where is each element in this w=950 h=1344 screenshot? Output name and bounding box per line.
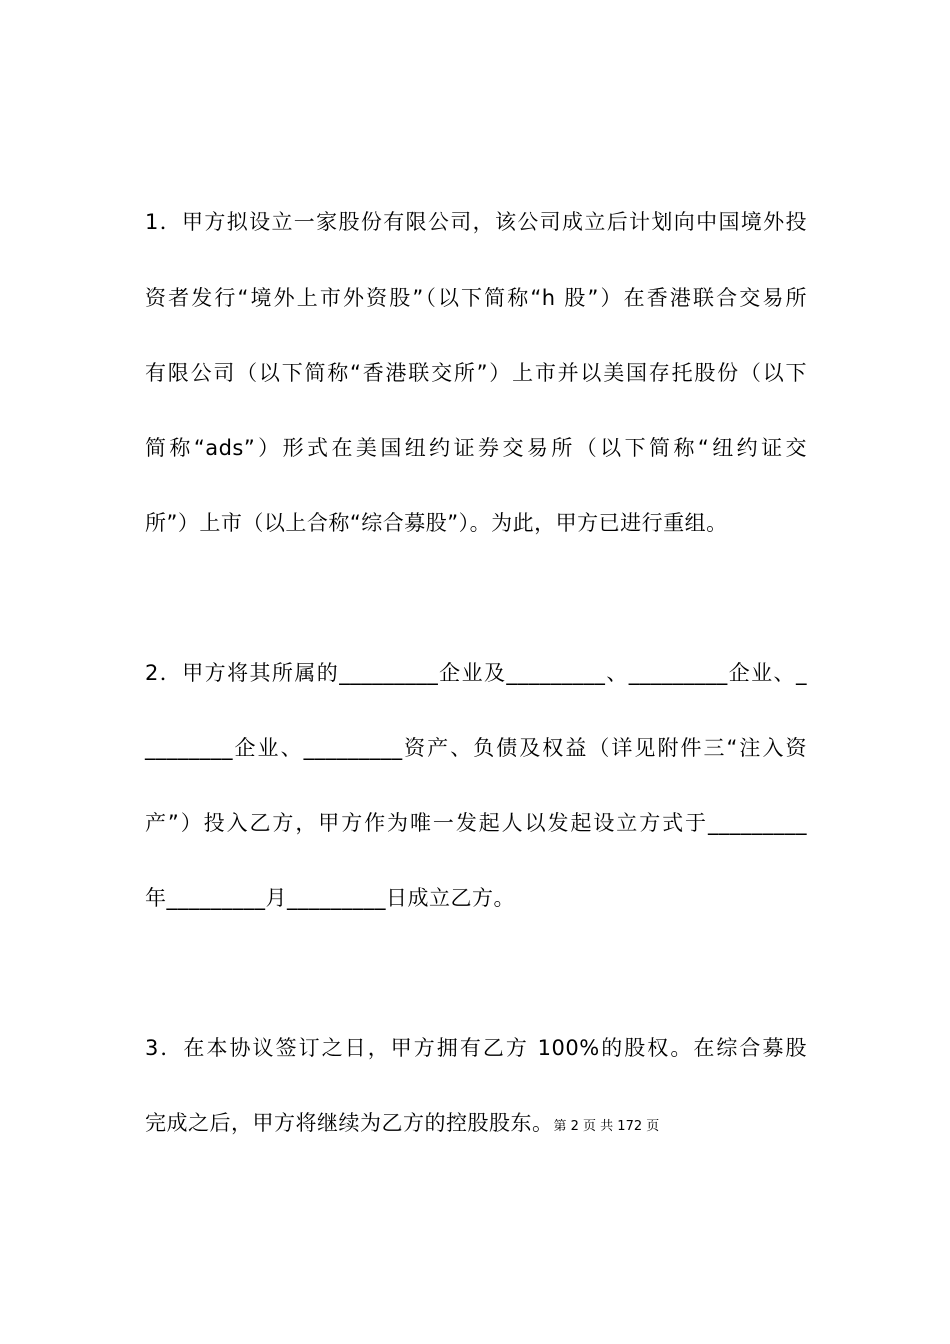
- paragraph-1-line-2: 资者发行“境外上市外资股”（以下简称“h 股”）在香港联合交易所: [145, 286, 807, 310]
- paragraph-2-line-4: 年_________月_________日成立乙方。: [145, 886, 515, 910]
- paragraph-3-line-2-text: 完成之后，甲方将继续为乙方的控股股东。: [145, 1111, 554, 1135]
- paragraph-1-line-4: 简称“ads”）形式在美国纽约证券交易所（以下简称“纽约证交: [145, 436, 807, 460]
- paragraph-3-line-1: 3．在本协议签订之日，甲方拥有乙方 100%的股权。在综合募股: [145, 1036, 807, 1060]
- paragraph-2-line-3: 产”）投入乙方，甲方作为唯一发起人以发起设立方式于_________: [145, 811, 807, 835]
- paragraph-1-line-5: 所”）上市（以上合称“综合募股”）。为此，甲方已进行重组。: [145, 511, 728, 535]
- paragraph-1-line-1: 1．甲方拟设立一家股份有限公司，该公司成立后计划向中国境外投: [145, 210, 807, 234]
- page-number-footer: 第 2 页 共 172 页: [553, 1119, 660, 1134]
- paragraph-2-line-2: ________企业、_________资产、负债及权益（详见附件三“注入资: [145, 736, 807, 760]
- paragraph-2-line-1: 2．甲方将其所属的_________企业及_________、_________企业、_: [145, 661, 807, 685]
- paragraph-3-line-2: [145, 1109, 807, 1141]
- paragraph-1-line-3: 有限公司（以下简称“香港联交所”）上市并以美国存托股份（以下: [145, 361, 807, 385]
